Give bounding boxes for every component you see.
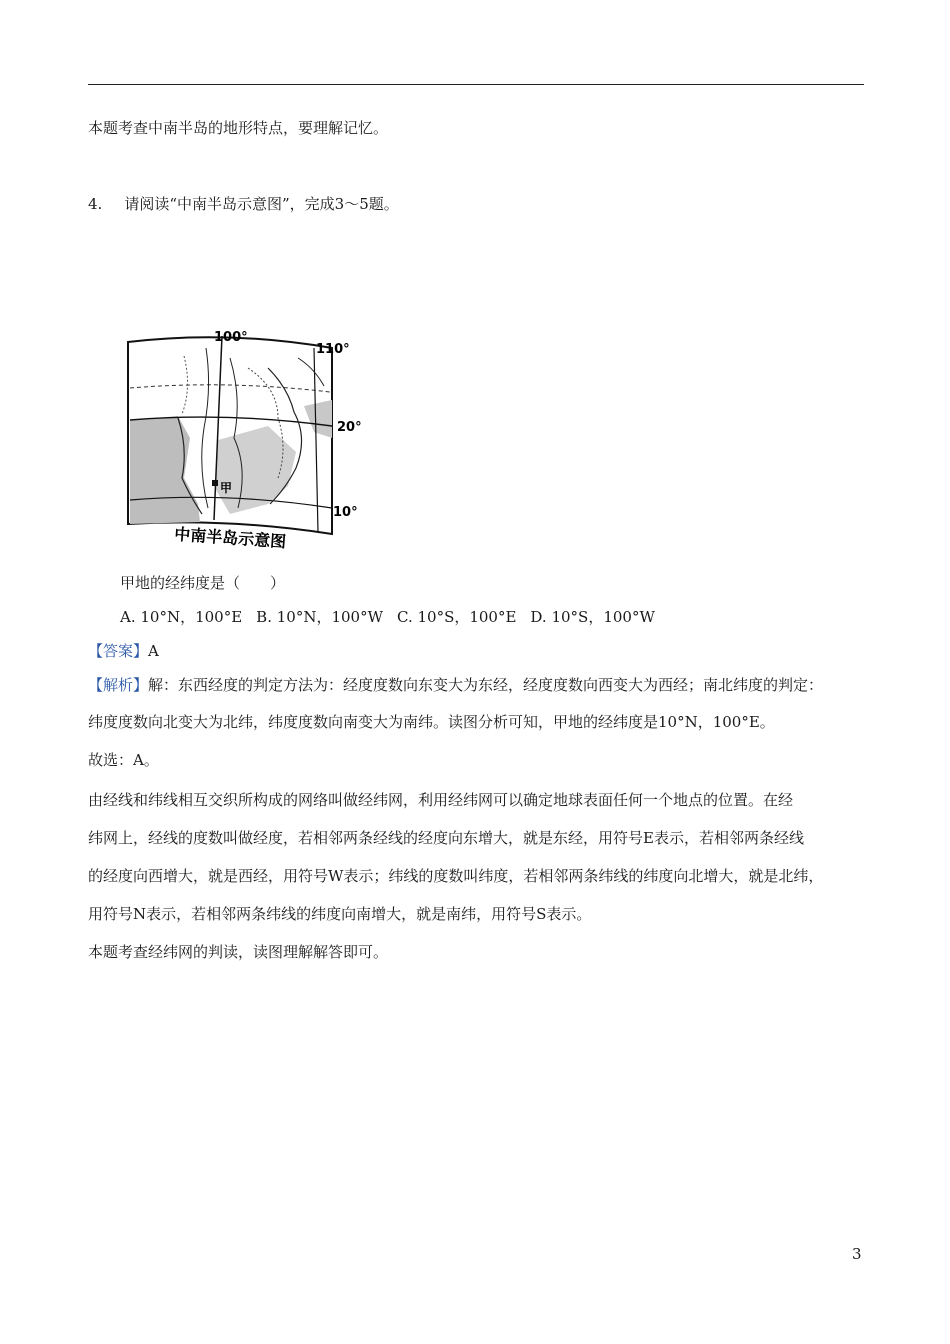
indochina-map-figure (118, 328, 364, 556)
analysis-line-5: 纬网上，经线的度数叫做经度，若相邻两条经线的经度向东增大，就是东经，用符号E表示，若相邻两条经线 (88, 829, 804, 847)
analysis-line-3: 故选：A。 (88, 751, 159, 769)
option-a[interactable]: A. 10°N，100°E (120, 608, 243, 626)
options-line (120, 607, 669, 627)
header-rule (88, 84, 864, 85)
analysis-line-4: 由经线和纬线相互交织所构成的网络叫做经纬网，利用经纬网可以确定地球表面任何一个地点的位置。在经 (88, 791, 794, 809)
option-b[interactable]: B. 10°N，100°W (256, 608, 383, 626)
analysis-line-7: 用符号N表示，若相邻两条纬线的纬度向南增大，就是南纬，用符号S表示。 (88, 905, 592, 923)
analysis-line-2: 纬度度数向北变大为北纬，纬度度数向南变大为南纬。读图分析可知，甲地的经纬度是10°N，100°E。 (88, 713, 775, 731)
analysis-line-6: 的经度向西增大，就是西经，用符号W表示；纬线的度数叫纬度，若相邻两条纬线的纬度向北增大，就是北纬， (88, 867, 824, 885)
page-number: 3 (852, 1245, 862, 1263)
top-note: 本题考查中南半岛的地形特点，要理解记忆。 (88, 119, 389, 137)
indochina-map (118, 328, 364, 556)
answer-tag: 【答案】 (88, 642, 149, 660)
answer-value: A (148, 642, 159, 660)
question-text: 请阅读“中南半岛示意图”，完成3～5题。 (124, 195, 399, 213)
question-number: 4. (88, 195, 103, 213)
lat-label-10: 10° (333, 505, 358, 520)
lat-label-20: 20° (337, 420, 362, 435)
analysis-text-1: 解：东西经度的判定方法为：经度度数向东变大为东经，经度度数向西变大为西经；南北纬度的判定： (148, 676, 824, 694)
place-label: 甲 (220, 481, 233, 495)
question-line (88, 194, 399, 214)
map-caption: 中南半岛示意图 (173, 524, 287, 552)
option-c[interactable]: C. 10°S，100°E (397, 608, 517, 626)
lon-label-110: 110° (316, 342, 350, 357)
analysis-tag: 【解析】 (88, 676, 149, 694)
lon-label-100: 100° (214, 330, 248, 345)
analysis-line-1 (88, 675, 823, 695)
answer-line (88, 641, 159, 661)
question-stem: 甲地的经纬度是（ ） (120, 574, 286, 592)
option-d[interactable]: D. 10°S，100°W (530, 608, 655, 626)
analysis-line-8: 本题考查经纬网的判读，读图理解解答即可。 (88, 943, 389, 961)
place-marker (212, 480, 218, 486)
